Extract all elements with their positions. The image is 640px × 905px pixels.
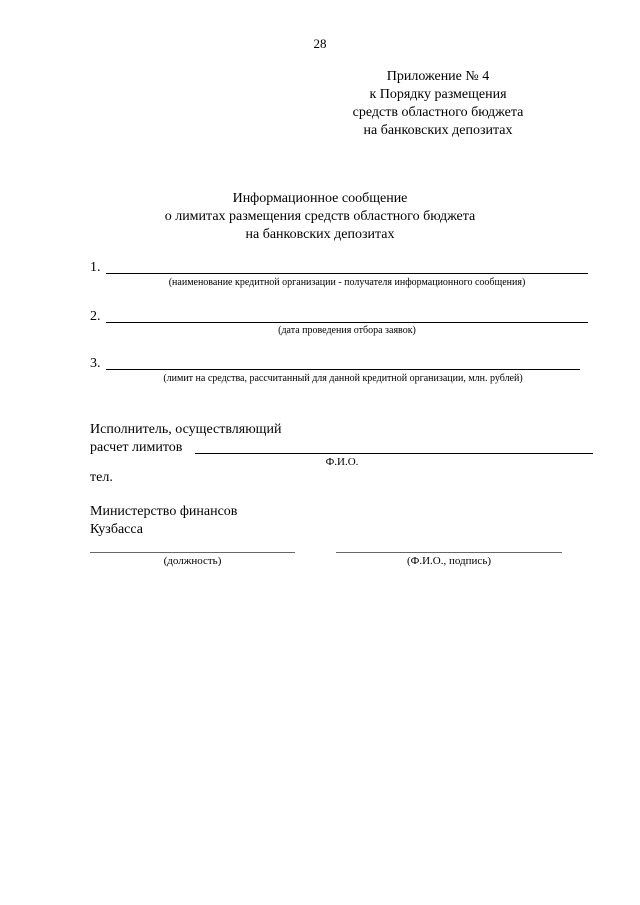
executor-fio-caption: Ф.И.О. <box>325 456 359 468</box>
item-3-caption: (лимит на средства, рассчитанный для данной кредитной организации, млн. рублей) <box>163 373 523 384</box>
item-3-fill-line[interactable] <box>106 369 580 370</box>
appendix-line-3: средств областного бюджета <box>352 105 524 120</box>
item-1-number: 1. <box>90 260 101 275</box>
document-title <box>0 190 640 244</box>
ministry-label-line-1: Министерство финансов <box>90 504 238 519</box>
position-fill-line[interactable] <box>90 552 295 553</box>
item-1-caption: (наименование кредитной организации - получателя информационного сообщения) <box>168 277 526 288</box>
executor-label-line-1: Исполнитель, осуществляющий <box>90 422 282 437</box>
appendix-line-1: Приложение № 4 <box>386 69 490 84</box>
title-line-2: о лимитах размещения средств областного бюджета <box>164 209 476 224</box>
appendix-header <box>308 68 568 140</box>
item-3-number: 3. <box>90 356 101 371</box>
item-1-fill-line[interactable] <box>106 273 588 274</box>
appendix-line-4: на банковских депозитах <box>363 123 513 138</box>
position-caption: (должность) <box>163 555 222 567</box>
item-2-number: 2. <box>90 309 101 324</box>
signature-caption: (Ф.И.О., подпись) <box>407 555 491 567</box>
signature-fill-line[interactable] <box>336 552 562 553</box>
phone-label: тел. <box>90 470 113 485</box>
page-number: 28 <box>313 36 327 51</box>
item-2-caption: (дата проведения отбора заявок) <box>278 325 416 336</box>
executor-fill-line[interactable] <box>195 453 593 454</box>
executor-label-line-2: расчет лимитов <box>90 440 183 455</box>
title-line-1: Информационное сообщение <box>232 191 408 206</box>
item-2-fill-line[interactable] <box>106 322 588 323</box>
ministry-label-line-2: Кузбасса <box>90 522 143 537</box>
title-line-3: на банковских депозитах <box>245 227 395 242</box>
appendix-line-2: к Порядку размещения <box>369 87 507 102</box>
